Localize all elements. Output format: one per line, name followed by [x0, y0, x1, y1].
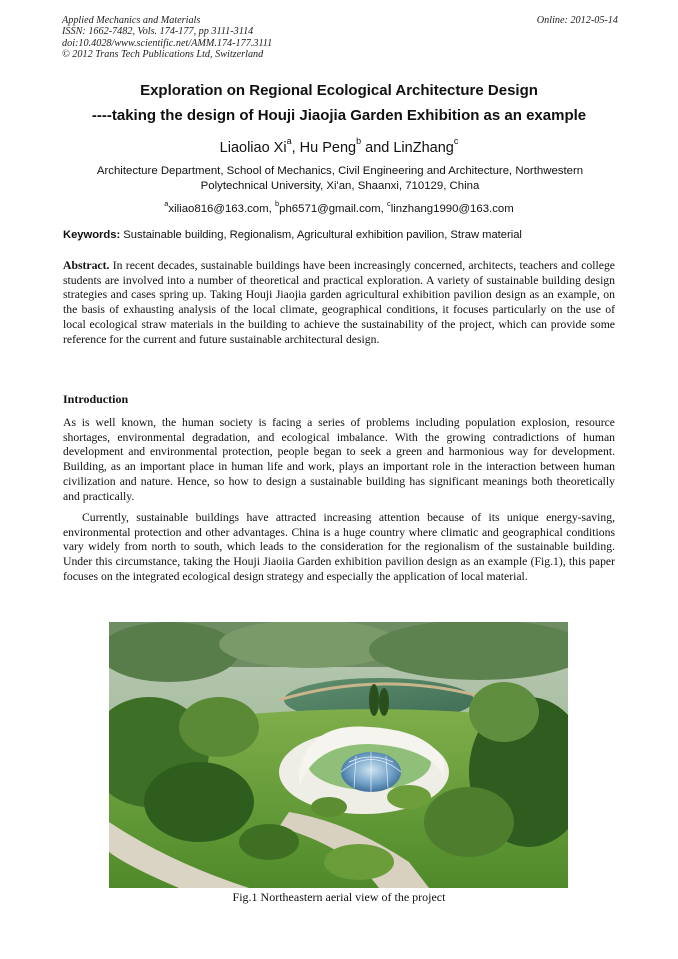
author-name: Liaoliao Xi — [219, 139, 287, 156]
author-list — [40, 138, 638, 156]
online-date: Online: 2012-05-14 — [536, 15, 618, 26]
affiliation-line: Architecture Department, School of Mechanics, Civil Engineering and Architecture, Northwestern — [96, 165, 584, 177]
journal-header — [62, 15, 618, 61]
author-marker: c — [453, 136, 459, 146]
email: linzhang1990@163.com — [390, 202, 514, 215]
author-emails — [40, 200, 638, 215]
author-marker: a — [286, 136, 292, 146]
author-separator: and — [361, 139, 394, 156]
email-marker: c — [386, 199, 391, 208]
copyright-line: © 2012 Trans Tech Publications Ltd, Switzerland — [62, 49, 264, 61]
affiliation — [62, 164, 618, 193]
author-name: LinZhang — [393, 139, 454, 156]
abstract — [63, 259, 615, 347]
email: xiliao816@163.com, — [168, 202, 275, 215]
figure-caption: Fig.1 Northeastern aerial view of the project — [232, 890, 446, 904]
author-separator: , — [291, 139, 300, 156]
author-marker: b — [356, 136, 362, 146]
keywords-label: Keywords: — [63, 229, 121, 241]
keywords-text: Sustainable building, Regionalism, Agricultural exhibition pavilion, Straw material — [120, 229, 522, 241]
paper-title: Exploration on Regional Ecological Architecture Design — [140, 82, 538, 99]
issn-line: ISSN: 1662-7482, Vols. 174-177, pp 3111-3114 — [62, 26, 254, 38]
aerial-photo — [109, 622, 568, 888]
section-heading: Introduction — [63, 392, 129, 406]
journal-name: Applied Mechanics and Materials — [62, 15, 201, 26]
body-paragraph: Currently, sustainable buildings have attracted increasing attention because of its unique energy-saving, environmental protection and other advantages. China is a huge country where climatic and geographical conditions vary widely from north to south, which leads to the consideration for the regionalism of the sustainable building. Under this circumstance, taking the Houji Jiaoiia Garden exhibition pavilion design as an example (Fig.1), this paper focuses on the integrated ecological design strategy and especially the application of local material. — [63, 511, 615, 583]
keywords — [63, 229, 619, 241]
body-paragraph: As is well known, the human society is facing a series of problems including population explosion, resource shortages, environmental degradation, and ecological imbalance. With the growing contradictions of human development and environmental protection, people began to seek a green and harmonious way for development. Building, as an important place in human life and work, plays an important role in the interaction between human civilization and nature. Hence, so how to design a sustainable building has significant meanings both theoretically and practically. — [63, 416, 615, 503]
email-marker: a — [164, 199, 169, 208]
email: ph6571@gmail.com, — [279, 202, 387, 215]
author-name: Hu Peng — [299, 139, 357, 156]
abstract-label: Abstract. — [63, 259, 110, 272]
affiliation-line: Polytechnical University, Xi'an, Shaanxi, 710129, China — [200, 179, 480, 192]
email-marker: b — [274, 199, 280, 208]
abstract-text: In recent decades, sustainable buildings have been increasingly concerned, architects, teachers and college students are involved into a number of theoretical and practical exploration. A variety of sustainable building design strategies and cases spring up. Taking Houji Jiaojia garden agricultural exhibition pavilion design as an example, on the basis of exhausting analysis of the local climate, geographical conditions, it focuses particularly on the use of local ecological straw materials in the building to achieve the sustainability of the project, which can provide some reference for the current and future sustainable architectural design. — [63, 259, 615, 346]
doi-line: doi:10.4028/www.scientific.net/AMM.174-177.3111 — [62, 37, 273, 49]
paper-subtitle: ----taking the design of Houji Jiaojia Garden Exhibition as an example — [91, 107, 587, 124]
